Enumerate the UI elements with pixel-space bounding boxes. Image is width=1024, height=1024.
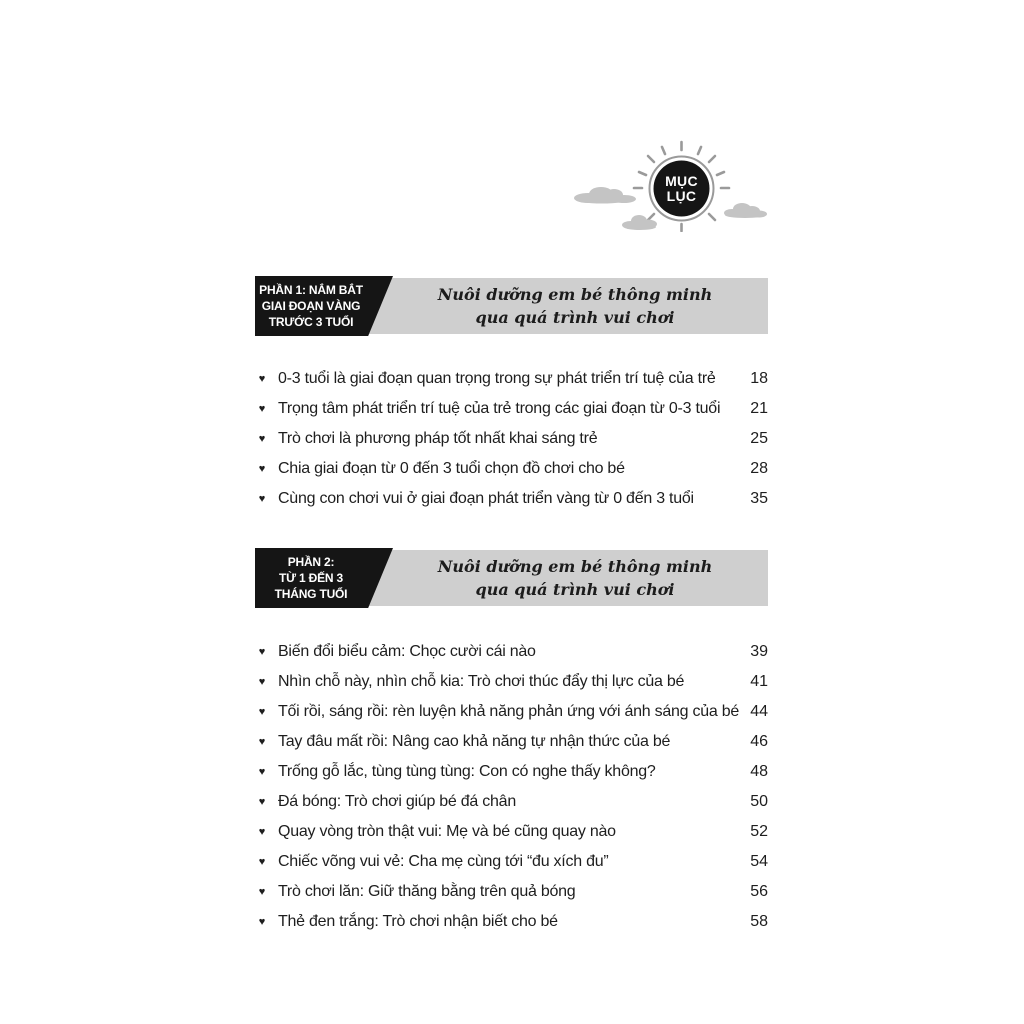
toc-entry-title: Đá bóng: Trò chơi giúp bé đá chân xyxy=(278,793,516,810)
toc-entry-title: Quay vòng tròn thật vui: Mẹ và bé cũng quay nào xyxy=(278,823,616,840)
heart-icon: ♥ xyxy=(258,373,266,385)
section-subtitle xyxy=(405,550,745,606)
toc-entry[interactable] xyxy=(255,364,768,394)
section-tag-line: GIAI ĐOẠN VÀNG xyxy=(261,299,361,313)
toc-entry-title: Biến đổi biểu cảm: Chọc cười cái nào xyxy=(278,643,536,660)
toc-entry-page: 35 xyxy=(750,490,768,507)
toc-entry-title: Trọng tâm phát triển trí tuệ của trẻ trong các giai đoạn từ 0-3 tuổi xyxy=(278,400,721,417)
toc-entry-page: 58 xyxy=(750,913,768,930)
heart-icon: ♥ xyxy=(258,493,266,505)
toc-entry[interactable] xyxy=(255,757,768,787)
toc-entry[interactable] xyxy=(255,697,768,727)
heart-icon: ♥ xyxy=(258,916,266,928)
toc-entry-page: 21 xyxy=(750,400,768,417)
toc-entry-title: Chiếc võng vui vẻ: Cha mẹ cùng tới “đu xích đu” xyxy=(278,853,609,870)
heart-icon: ♥ xyxy=(258,796,266,808)
toc-entry-title: Chia giai đoạn từ 0 đến 3 tuổi chọn đồ chơi cho bé xyxy=(278,460,625,477)
section-tag-text xyxy=(255,276,367,336)
heart-icon: ♥ xyxy=(258,706,266,718)
toc-entry-title: Trò chơi là phương pháp tốt nhất khai sáng trẻ xyxy=(278,430,598,447)
toc-entry-page: 54 xyxy=(750,853,768,870)
toc-entry-page: 46 xyxy=(750,733,768,750)
toc-entry-title: Trò chơi lăn: Giữ thăng bằng trên quả bóng xyxy=(278,883,576,900)
toc-entry-title: Tối rồi, sáng rồi: rèn luyện khả năng phản ứng với ánh sáng của bé xyxy=(278,703,740,720)
toc-entry-page: 44 xyxy=(750,703,768,720)
section-tag-line: PHẦN 1: NẮM BẮT xyxy=(259,283,363,297)
section-tag-text xyxy=(255,548,367,608)
toc-entry-title: Thẻ đen trắng: Trò chơi nhận biết cho bé xyxy=(278,913,558,930)
toc-entry[interactable] xyxy=(255,454,768,484)
section-tag-line: TỪ 1 ĐẾN 3 xyxy=(279,571,343,585)
toc-entry-page: 18 xyxy=(750,370,768,387)
section-subtitle-line: qua quá trình vui chơi xyxy=(475,308,675,327)
toc-entry[interactable] xyxy=(255,667,768,697)
toc-entry-page: 56 xyxy=(750,883,768,900)
toc-entry[interactable] xyxy=(255,484,768,514)
section-header-part-2 xyxy=(255,548,768,608)
toc-entry[interactable] xyxy=(255,637,768,667)
heart-icon: ♥ xyxy=(258,766,266,778)
section-subtitle-line: qua quá trình vui chơi xyxy=(475,580,675,599)
toc-entry[interactable] xyxy=(255,727,768,757)
page-title xyxy=(653,160,710,217)
page-title-line-2: LỤC xyxy=(666,187,697,204)
heart-icon: ♥ xyxy=(258,646,266,658)
toc-list-part-1 xyxy=(255,364,768,514)
heart-icon: ♥ xyxy=(258,463,266,475)
heart-icon: ♥ xyxy=(258,403,266,415)
toc-entry-page: 52 xyxy=(750,823,768,840)
heart-icon: ♥ xyxy=(258,886,266,898)
page-title-line-1: MỤC xyxy=(665,172,698,189)
toc-entry-page: 41 xyxy=(750,673,768,690)
heart-icon: ♥ xyxy=(258,856,266,868)
toc-entry-title: Trống gỗ lắc, tùng tùng tùng: Con có nghe thấy không? xyxy=(278,763,656,780)
section-subtitle xyxy=(405,278,745,334)
toc-entry-page: 25 xyxy=(750,430,768,447)
section-subtitle-line: Nuôi dưỡng em bé thông minh xyxy=(437,557,713,576)
toc-entry-title: Cùng con chơi vui ở giai đoạn phát triển vàng từ 0 đến 3 tuổi xyxy=(278,490,694,507)
heart-icon: ♥ xyxy=(258,826,266,838)
section-header-part-1 xyxy=(255,276,768,336)
toc-entry-page: 48 xyxy=(750,763,768,780)
toc-entry[interactable] xyxy=(255,907,768,937)
toc-entry[interactable] xyxy=(255,817,768,847)
toc-entry[interactable] xyxy=(255,847,768,877)
toc-entry-page: 50 xyxy=(750,793,768,810)
section-tag-line: PHẦN 2: xyxy=(287,555,335,569)
section-tag-line: TRƯỚC 3 TUỔI xyxy=(268,315,354,329)
toc-entry[interactable] xyxy=(255,787,768,817)
section-tag-line: THÁNG TUỔI xyxy=(274,587,348,601)
toc-entry-page: 39 xyxy=(750,643,768,660)
heart-icon: ♥ xyxy=(258,676,266,688)
heart-icon: ♥ xyxy=(258,736,266,748)
toc-entry[interactable] xyxy=(255,394,768,424)
toc-entry[interactable] xyxy=(255,877,768,907)
toc-entry[interactable] xyxy=(255,424,768,454)
toc-entry-title: Nhìn chỗ này, nhìn chỗ kia: Trò chơi thúc đẩy thị lực của bé xyxy=(278,673,685,690)
section-subtitle-line: Nuôi dưỡng em bé thông minh xyxy=(437,285,713,304)
toc-list-part-2 xyxy=(255,637,768,937)
heart-icon: ♥ xyxy=(258,433,266,445)
toc-entry-page: 28 xyxy=(750,460,768,477)
toc-entry-title: Tay đâu mất rồi: Nâng cao khả năng tự nhận thức của bé xyxy=(278,733,671,750)
toc-entry-title: 0-3 tuổi là giai đoạn quan trọng trong sự phát triển trí tuệ của trẻ xyxy=(278,370,716,387)
